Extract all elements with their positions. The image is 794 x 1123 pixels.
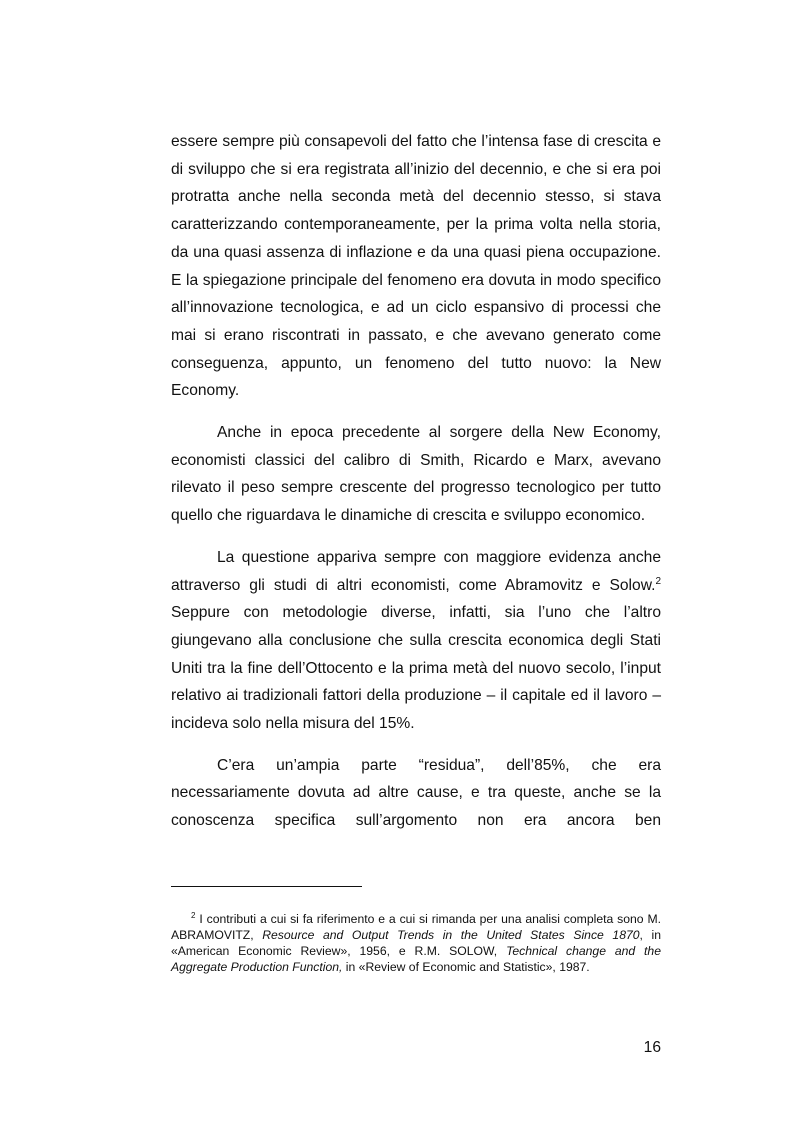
page-number: 16 (643, 1039, 661, 1056)
footnote-text-a: I contributi a cui si fa riferimento e a cui si rimanda per una analisi completa sono M. ABRAMOVITZ, (171, 912, 661, 942)
body-text (171, 128, 661, 849)
footnote-number: 2 (191, 910, 196, 920)
footnote-text-b: , in «American Economic Review», 1956, e R.M. SOLOW, (171, 928, 662, 958)
paragraph-3-text: La questione appariva sempre con maggiore evidenza anche attraverso gli studi di altri economisti, come Abramovitz e Solow. (171, 548, 661, 594)
paragraph-1: essere sempre più consapevoli del fatto che l’intensa fase di crescita e di sviluppo che si era registrata all’inizio del decennio, e che si era poi protratta anche nella seconda metà del decennio stesso, si stava caratterizzando contemporaneamente, per la prima volta nella storia, da una quasi assenza di inflazione e da una quasi piena occupazione. E la spiegazione principale del fenomeno era dovuta in modo specifico all’innovazione tecnologica, e ad un ciclo espansivo di processi che mai si erano riscontrati in passato, e che avevano generato come conseguenza, appunto, un fenomeno del tutto nuovo: la New Economy. (171, 133, 661, 400)
footnote-title-a: Resource and Output Trends in the United States Since 1870 (262, 928, 640, 942)
paragraph-3-continuation: Seppure con metodologie diverse, infatti, sia l’uno che l’altro giungevano alla conclusione che sulla crescita economica degli Stati Uniti tra la fine dell’Ottocento e la prima metà del nuovo secolo, l’input relativo ai tradizionali fattori della produzione – il capitale ed il lavoro – incideva solo nella misura del 15%. (171, 604, 661, 733)
paragraph-4: C’era un’ampia parte “residua”, dell’85%, che era necessariamente dovuta ad altre cause, e tra queste, anche se la conoscenza specifica sull’argomento non era ancora ben (171, 756, 661, 830)
paragraph-2: Anche in epoca precedente al sorgere della New Economy, economisti classici del calibro di Smith, Ricardo e Marx, avevano rilevato il peso sempre crescente del progresso tecnologico per tutto quello che riguardava le dinamiche di crescita e sviluppo economico. (171, 424, 661, 525)
footnote-title-b: Technical change and the Aggregate Production Function, (171, 944, 661, 974)
footnote (171, 911, 661, 975)
footnote-separator (171, 886, 362, 887)
paragraph-3 (171, 544, 661, 738)
footnote-reference: 2 (655, 575, 661, 587)
footnote-text-c: in «Review of Economic and Statistic», 1987. (342, 960, 590, 974)
